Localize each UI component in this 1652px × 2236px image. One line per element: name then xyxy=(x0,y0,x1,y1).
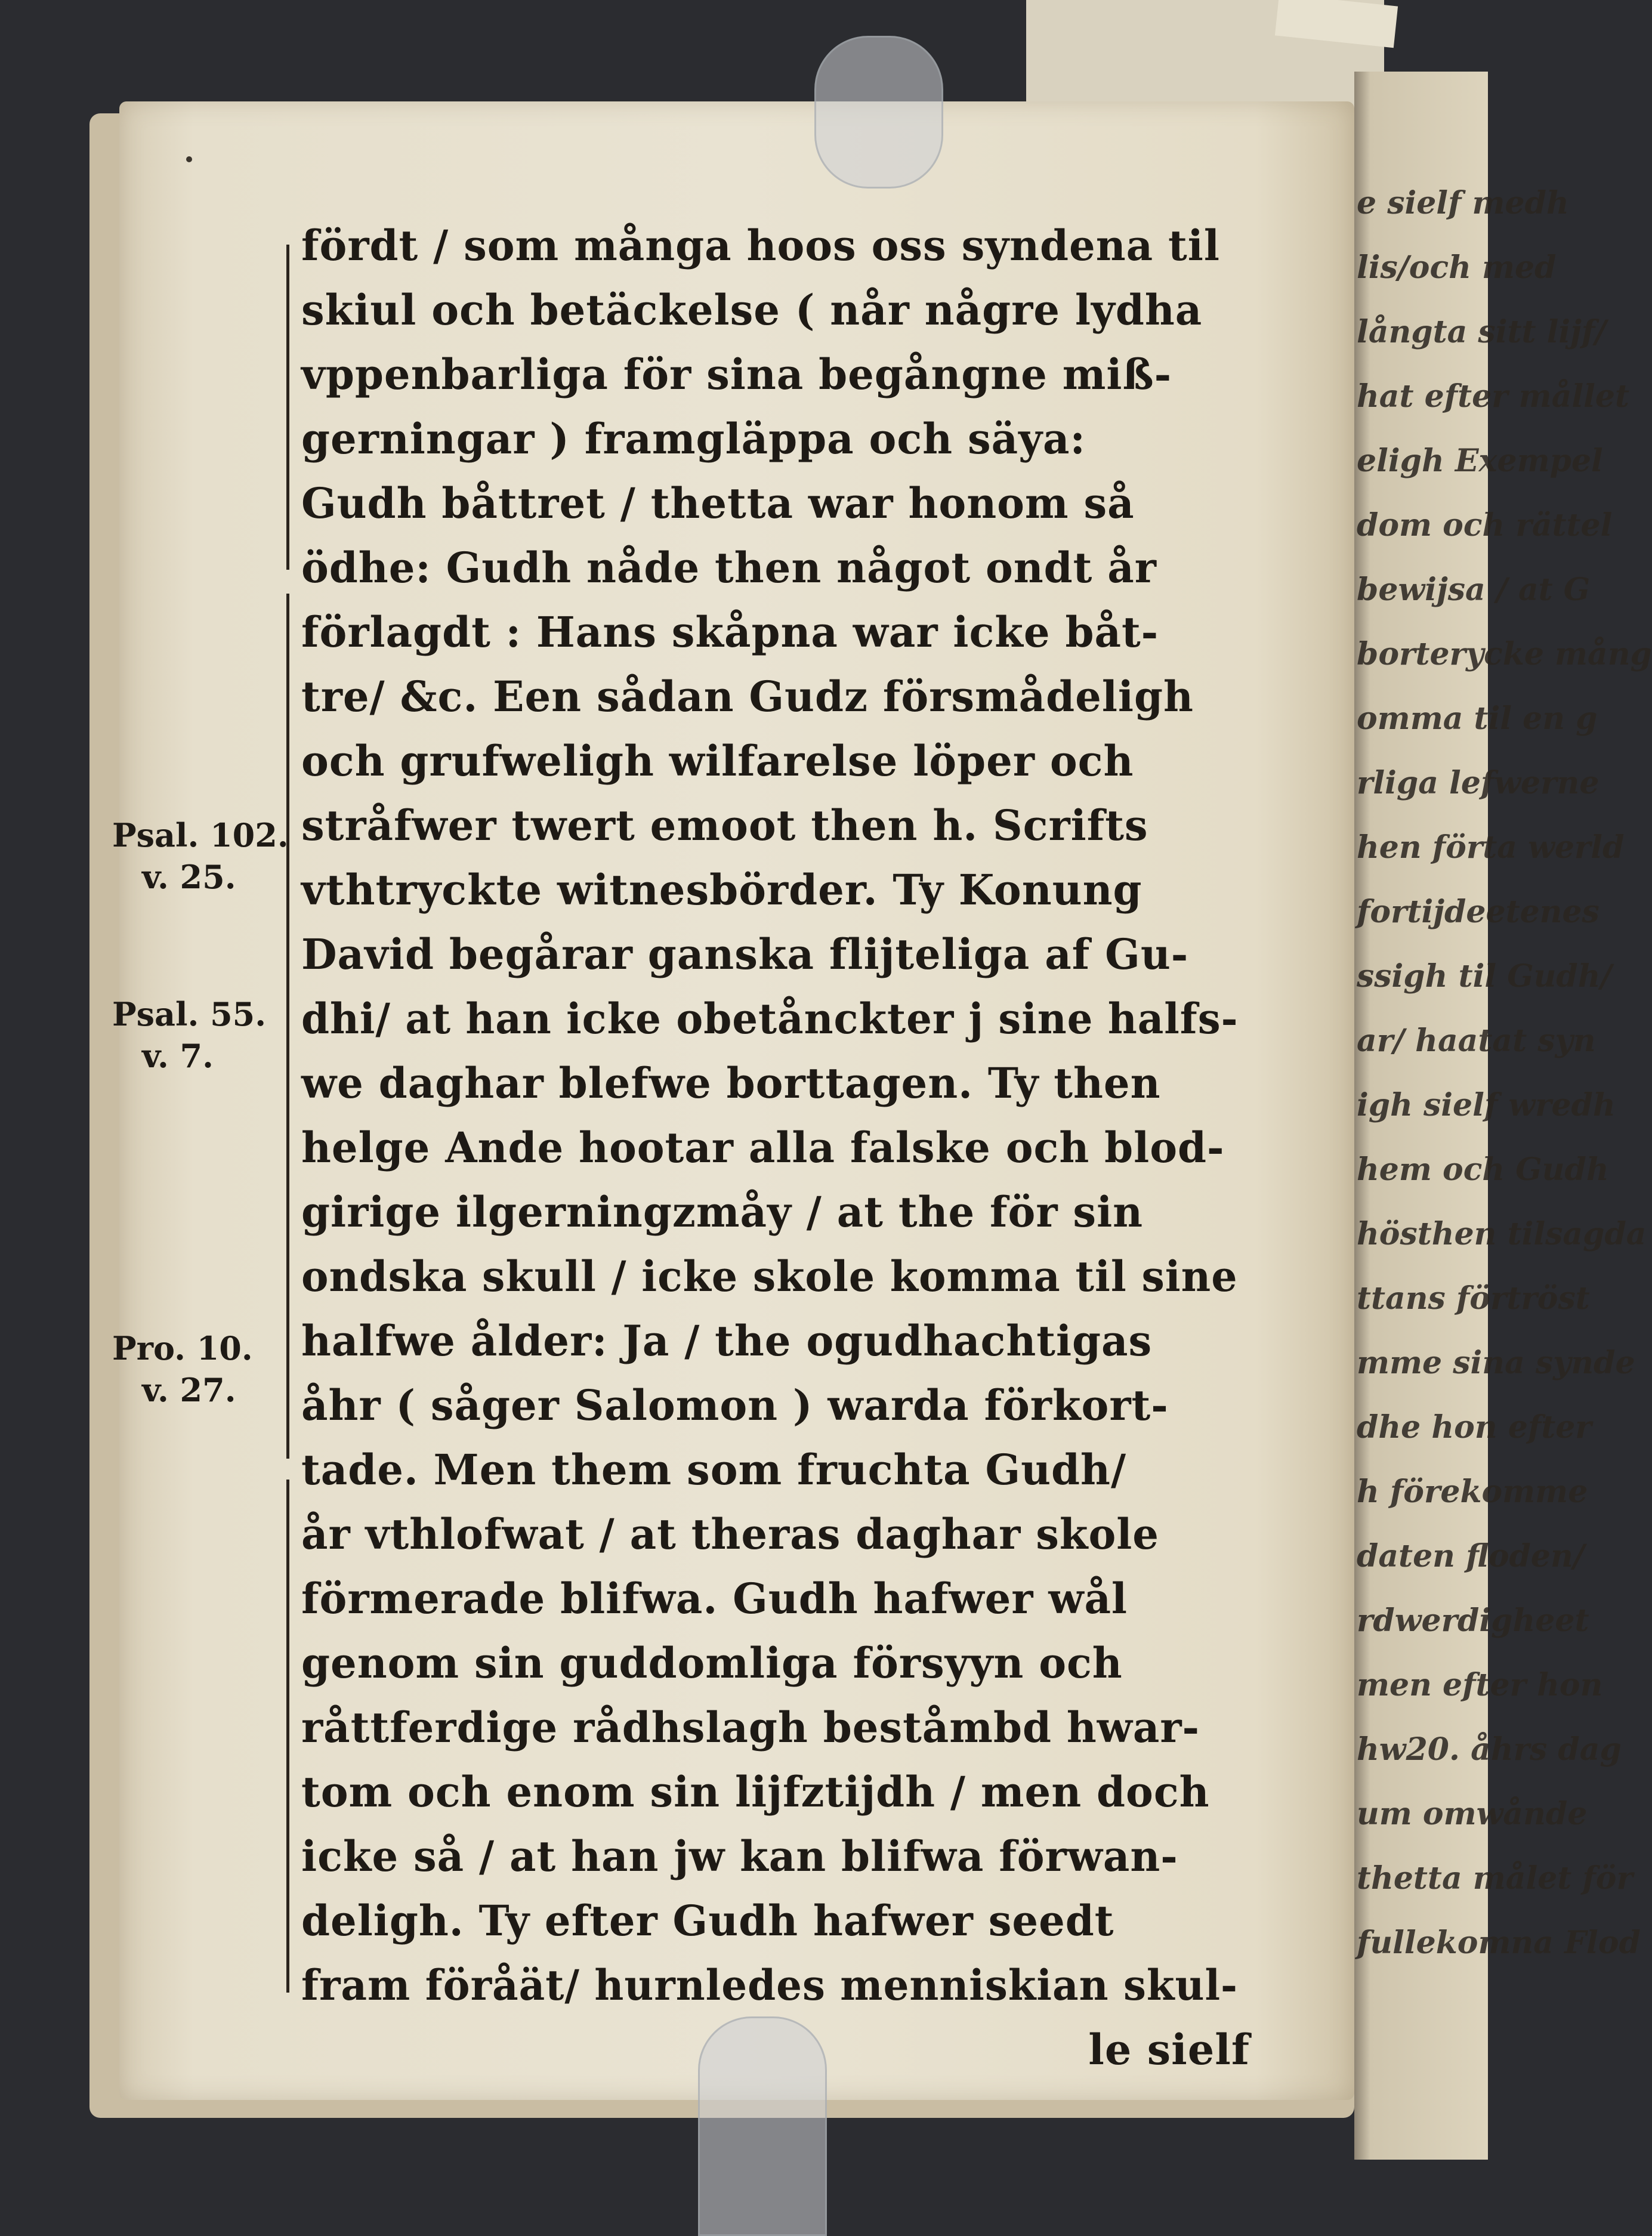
facing-page-line: omma til en g xyxy=(1357,700,1598,737)
margin-rule-1 xyxy=(286,245,289,570)
text-line: David begårar ganska flijteliga af Gu- xyxy=(301,929,1189,979)
facing-page-line: thetta målet för xyxy=(1357,1860,1633,1897)
text-line: helge Ande hootar alla falske och blod- xyxy=(301,1123,1225,1172)
text-line: deligh. Ty efter Gudh hafwer seedt xyxy=(301,1896,1114,1945)
text-line: fram föråät/ hurnledes menniskian skul- xyxy=(301,1960,1238,2010)
facing-page-line: långta sitt lijf/ xyxy=(1357,314,1607,350)
margin-note-2 xyxy=(112,993,291,1077)
text-line: tre/ &c. Een sådan Gudz försmådeligh xyxy=(301,672,1194,721)
margin-note-3 xyxy=(112,1327,291,1411)
text-line: we daghar blefwe borttagen. Ty then xyxy=(301,1058,1161,1108)
margin-note-ref: Psal. 102. xyxy=(112,816,289,854)
text-line: genom sin guddomliga försyyn och xyxy=(301,1638,1123,1688)
text-line: Gudh båttret / thetta war honom så xyxy=(301,478,1135,528)
facing-page-line: hem och Gudh xyxy=(1357,1151,1609,1188)
facing-page-line: ttans förtröst xyxy=(1357,1280,1590,1317)
main-text xyxy=(301,214,1256,2082)
facing-page-line: fullekomna Flod xyxy=(1357,1925,1641,1961)
text-line: gerningar ) framgläppa och säya: xyxy=(301,414,1086,464)
facing-page-line: hat efter mållet xyxy=(1357,378,1630,415)
text-line: stråfwer twert emoot then h. Scrifts xyxy=(301,801,1148,850)
text-line: le sielf xyxy=(1088,2025,1250,2074)
facing-page-line: rdwerdigheet xyxy=(1357,1602,1589,1639)
text-line: förlagdt : Hans skåpna war icke båt- xyxy=(301,607,1159,657)
facing-page-line: e sielf medh xyxy=(1357,185,1569,221)
text-line: fördt / som många hoos oss syndena til xyxy=(301,221,1220,270)
text-line: förmerade blifwa. Gudh hafwer wål xyxy=(301,1574,1128,1623)
text-line: girige ilgerningzmåy / at the för sin xyxy=(301,1187,1144,1237)
facing-page-line: h förekomme xyxy=(1357,1474,1588,1510)
text-line: råttferdige rådhslagh beståmbd hwar- xyxy=(301,1703,1200,1752)
text-line: ondska skull / icke skole komma til sine xyxy=(301,1252,1238,1301)
text-line: tom och enom sin lijfztijdh / men doch xyxy=(301,1767,1210,1817)
ink-dot xyxy=(186,156,192,162)
margin-note-1 xyxy=(112,814,291,898)
text-line: icke så / at han jw kan blifwa förwan- xyxy=(301,1832,1178,1881)
facing-page-line: ar/ haatat syn xyxy=(1357,1023,1596,1059)
text-line: skiul och betäckelse ( når någre lydha xyxy=(301,285,1203,335)
text-line: vthtryckte witnesbörder. Ty Konung xyxy=(301,865,1142,915)
facing-page xyxy=(1354,72,1652,2160)
text-line: tade. Men them som fruchta Gudh/ xyxy=(301,1445,1127,1494)
facing-page-line: men efter hon xyxy=(1357,1667,1603,1703)
margin-rule-3 xyxy=(286,1480,289,1993)
text-line: och grufweligh wilfarelse löper och xyxy=(301,736,1134,786)
facing-page-line: dom och rättel xyxy=(1357,507,1613,543)
facing-page-line: hen förta werld xyxy=(1357,829,1625,866)
page-clip-top xyxy=(814,36,943,189)
facing-page-line: um omwånde xyxy=(1357,1796,1588,1832)
facing-page-line: bewijsa / at G xyxy=(1357,572,1591,608)
facing-page-line: rliga lefwerne xyxy=(1357,765,1599,801)
facing-page-line: igh sielf wredh xyxy=(1357,1087,1616,1123)
facing-page-line: daten floden/ xyxy=(1357,1538,1585,1574)
text-line: dhi/ at han icke obetånckter j sine halfs- xyxy=(301,994,1239,1043)
facing-page-line: ssigh til Gudh/ xyxy=(1357,958,1612,995)
facing-page-line: dhe hon efter xyxy=(1357,1409,1592,1446)
margin-note-verse: v. 7. xyxy=(142,1037,214,1075)
margin-note-verse: v. 25. xyxy=(142,858,236,896)
text-line: vppenbarliga för sina begångne miß- xyxy=(301,350,1172,399)
facing-page-line: fortijdeetenes xyxy=(1357,894,1599,930)
facing-page-line: borterycke mång xyxy=(1357,636,1652,672)
facing-page-line: mme sina synde xyxy=(1357,1345,1635,1381)
margin-note-verse: v. 27. xyxy=(142,1371,236,1409)
facing-page-line: lis/och med xyxy=(1357,249,1557,286)
facing-page-line: hw20. åhrs dag xyxy=(1357,1731,1622,1768)
page-clip-bottom xyxy=(698,2016,827,2236)
text-line: halfwe ålder: Ja / the ogudhachtigas xyxy=(301,1316,1153,1366)
text-line: åhr ( såger Salomon ) warda förkort- xyxy=(301,1380,1169,1430)
text-line: ödhe: Gudh nåde then något ondt år xyxy=(301,543,1157,592)
facing-page-line: hösthen tilsagda xyxy=(1357,1216,1647,1252)
margin-note-ref: Pro. 10. xyxy=(112,1329,253,1367)
margin-note-ref: Psal. 55. xyxy=(112,995,267,1033)
facing-page-line: eligh Exempel xyxy=(1357,443,1603,479)
text-line: år vthlofwat / at theras daghar skole xyxy=(301,1509,1160,1559)
